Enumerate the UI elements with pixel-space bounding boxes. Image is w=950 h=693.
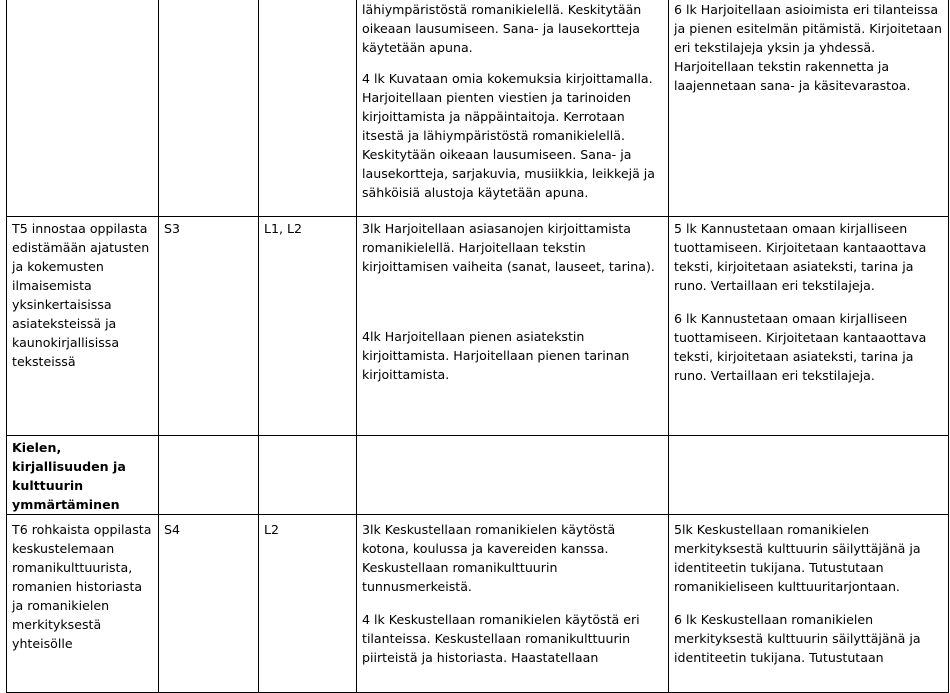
grade-3-text: 3lk Keskustellaan romanikielen käytöstä kotona, koulussa ja kavereiden kanssa. Keskustellaan romanikulttuurin tunnusmerkeistä.	[362, 522, 616, 594]
grade-6-text: 6 lk Kannustetaan omaan kirjalliseen tuottamiseen. Kirjoitetaan kantaaottava teksti, kirjoitetaan asiateksti, tarina ja runo. Vertaillaan eri tekstilajeja.	[674, 311, 927, 383]
empty-cell	[669, 436, 949, 515]
content-area-cell: S3	[159, 217, 259, 436]
grade-5-6-cell	[669, 0, 949, 217]
competence-cell: L1, L2	[259, 217, 357, 436]
content-area-cell	[159, 0, 259, 217]
section-heading: Kielen, kirjallisuuden ja kulttuurin ymmärtäminen	[7, 436, 159, 515]
grade-3-4-cell	[357, 0, 669, 217]
competence-cell	[259, 0, 357, 217]
grade-4-text: 4lk Harjoitellaan pienen asiatekstin kirjoittamista. Harjoitellaan pienen tarinan kirjoittamista.	[362, 329, 630, 382]
grade-4-text: 4 lk Kuvataan omia kokemuksia kirjoittamalla. Harjoitellaan pienten viestien ja tarinoiden kirjoittamista ja näppäintaitoja. Kerrotaan itsestä ja lähiympäristöstä romanikielellä. Keskitytään oikeaan lausumiseen. Sana- ja lausekortteja, sarjakuvia, musiikkia, leikkejä ja sähköisiä alustoja käytetään apuna.	[362, 71, 656, 200]
objective-cell: T6 rohkaista oppilasta keskustelemaan romanikulttuurista, romanien historiasta ja romanikielen merkityksestä yhteisölle	[7, 515, 159, 693]
grade-4-text: 4 lk Keskustellaan romanikielen käytöstä eri tilanteissa. Keskustellaan romanikulttuurin piirteistä ja historiasta. Haastatellaan	[362, 612, 640, 665]
grade-5-6-cell	[669, 515, 949, 693]
grade-3-text: lähiympäristöstä romanikielellä. Keskitytään oikeaan lausumiseen. Sana- ja lausekortteja käytetään apuna.	[362, 2, 642, 55]
grade-5-text: 5 lk Kannustetaan omaan kirjalliseen tuottamiseen. Kirjoitetaan kantaaottava teksti, kirjoitetaan asiateksti, tarina ja runo. Vertaillaan eri tekstilajeja.	[674, 221, 927, 293]
curriculum-table	[6, 0, 949, 693]
section-heading-row	[7, 436, 949, 515]
table-row	[7, 0, 949, 217]
grade-3-4-cell	[357, 217, 669, 436]
paragraph-spacer	[362, 276, 663, 327]
grade-5-text: 5lk Keskustellaan romanikielen merkityksestä kulttuurin säilyttäjänä ja identiteetin tukijana. Tutustutaan romanikieliseen kulttuuritarjontaan.	[674, 522, 921, 594]
grade-3-4-cell	[357, 515, 669, 693]
grade-3-text: 3lk Harjoitellaan asiasanojen kirjoittamista romanikielellä. Harjoitellaan tekstin kirjoittamisen vaiheita (sanat, lauseet, tarina).	[362, 221, 655, 274]
grade-5-6-cell	[669, 217, 949, 436]
competence-cell: L2	[259, 515, 357, 693]
content-area-cell: S4	[159, 515, 259, 693]
empty-cell	[357, 436, 669, 515]
objective-cell	[7, 0, 159, 217]
grade-6-text: 6 lk Harjoitellaan asioimista eri tilanteissa ja pienen esitelmän pitämistä. Kirjoitetaan eri tekstilajeja yksin ja yhdessä. Harjoitellaan tekstin rakennetta ja laajennetaan sana- ja käsitevarastoa.	[674, 2, 942, 93]
empty-cell	[159, 436, 259, 515]
objective-cell: T5 innostaa oppilasta edistämään ajatusten ja kokemusten ilmaisemista yksinkertaisissa asiateksteissä ja kaunokirjallisissa teksteissä	[7, 217, 159, 436]
empty-cell	[259, 436, 357, 515]
table-row	[7, 217, 949, 436]
grade-6-text: 6 lk Keskustellaan romanikielen merkityksestä kulttuurin säilyttäjänä ja identiteetin tukijana. Tutustutaan	[674, 612, 921, 665]
table-row	[7, 515, 949, 693]
